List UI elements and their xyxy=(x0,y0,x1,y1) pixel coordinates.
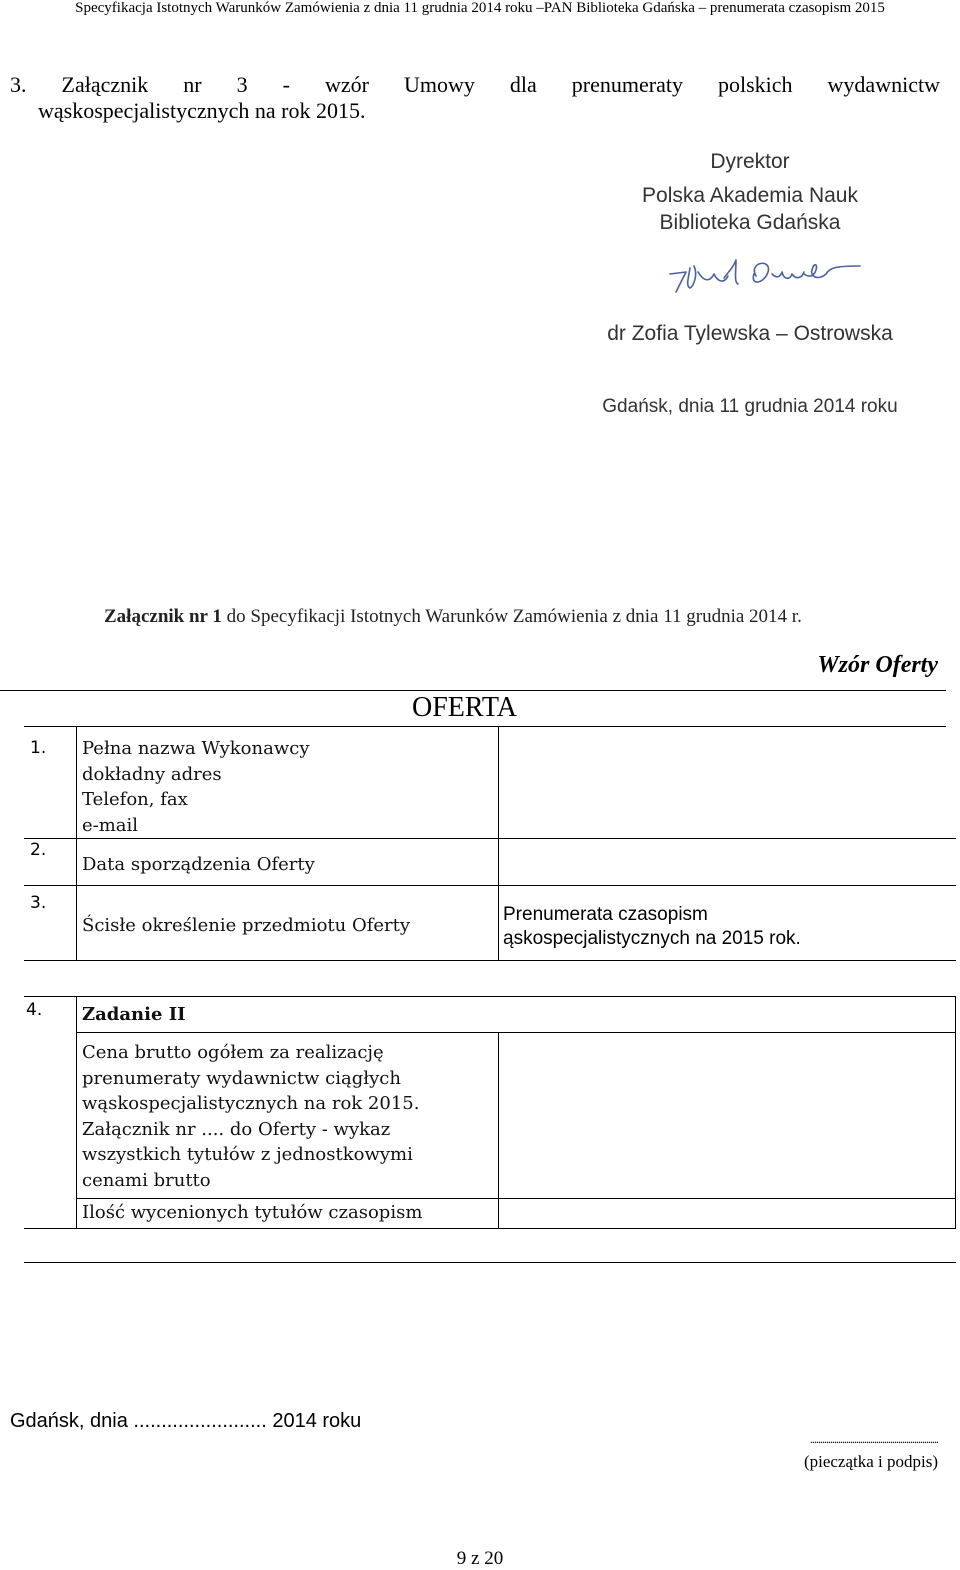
handwritten-signature xyxy=(664,252,864,300)
offer-date-label: Data sporządzenia Oferty xyxy=(82,854,315,875)
signatory-place-date: Gdańsk, dnia 11 grudnia 2014 roku xyxy=(602,396,898,417)
label-line: prenumeraty wydawnictw ciągłych xyxy=(82,1067,401,1089)
form-template-label: Wzór Oferty xyxy=(817,652,938,678)
table-rule xyxy=(24,1228,956,1229)
attachment-description: do Specyfikacji Istotnych Warunków Zamówienia z dnia 11 grudnia 2014 r. xyxy=(221,606,802,627)
row-number: 2. xyxy=(30,840,47,860)
heading-word: prenumeraty xyxy=(571,72,683,97)
section-heading-continued: wąskospecjalistycznych na rok 2015. xyxy=(38,98,366,123)
table-divider xyxy=(498,1032,499,1228)
table-rule xyxy=(24,996,956,997)
attachment-heading xyxy=(104,606,802,628)
signatory-role: Dyrektor xyxy=(710,150,790,173)
contractor-label xyxy=(82,736,310,838)
heading-word: wzór xyxy=(324,72,369,97)
label-line: e-mail xyxy=(82,814,139,836)
label-line: dokładny adres xyxy=(82,763,222,785)
section-heading xyxy=(10,72,940,98)
form-title: OFERTA xyxy=(412,692,517,723)
heading-word: dla xyxy=(509,72,537,97)
offer-subject-label: Ścisłe określenie przedmiotu Oferty xyxy=(82,915,411,936)
gross-price-label xyxy=(82,1040,419,1193)
heading-word: nr xyxy=(183,72,202,97)
offer-subject-value xyxy=(503,903,801,951)
table-rule xyxy=(76,1198,956,1199)
table-rule xyxy=(24,726,946,727)
table-divider xyxy=(76,996,77,1228)
table-rule xyxy=(24,960,956,961)
table-divider xyxy=(498,726,499,960)
form-top-rule xyxy=(0,690,946,691)
table-rule xyxy=(24,838,956,839)
table-rule xyxy=(24,885,956,886)
attachment-number: Załącznik nr 1 xyxy=(104,606,222,627)
signatory-name: dr Zofia Tylewska – Ostrowska xyxy=(607,322,893,345)
label-line: wszystkich tytułów z jednostkowymi xyxy=(82,1144,413,1165)
label-line: Pełna nazwa Wykonawcy xyxy=(82,738,310,759)
title-count-label: Ilość wycenionych tytułów czasopism xyxy=(82,1202,423,1223)
stamp-and-signature-label: (pieczątka i podpis) xyxy=(803,1452,938,1471)
label-line: wąskospecjalistycznych na rok 2015. xyxy=(82,1093,420,1114)
signature-dots: ................................................................ xyxy=(810,1432,938,1446)
value-line: Prenumerata czasopism xyxy=(503,904,708,925)
heading-word: wydawnictw xyxy=(827,72,940,97)
heading-word: Załącznik xyxy=(61,72,149,97)
row-number: 1. xyxy=(30,738,47,758)
table-divider xyxy=(76,726,77,960)
heading-word: 3. xyxy=(10,72,27,97)
label-line: Cena brutto ogółem za realizację xyxy=(82,1042,384,1063)
signatory-library: Biblioteka Gdańska xyxy=(659,211,841,234)
separator-rule xyxy=(24,1262,956,1263)
signatory-institution: Polska Akademia Nauk xyxy=(642,184,858,207)
heading-word: Umowy xyxy=(403,72,475,97)
page-number: 9 z 20 xyxy=(456,1548,504,1569)
task-title: Zadanie II xyxy=(82,1004,186,1025)
footer-place-date: Gdańsk, dnia ........................ 2014 roku xyxy=(10,1410,362,1432)
label-line: Załącznik nr .... do Oferty - wykaz xyxy=(82,1118,391,1140)
running-header: Specyfikacja Istotnych Warunków Zamówienia z dnia 11 grudnia 2014 roku –PAN Biblioteka Gdańska – prenumerata czasopism 2015 xyxy=(75,0,885,16)
heading-word: 3 xyxy=(236,72,248,97)
row-number: 4. xyxy=(26,1000,43,1020)
table-rule xyxy=(76,1032,956,1033)
heading-word: polskich xyxy=(717,72,793,97)
label-line: cenami brutto xyxy=(82,1169,211,1191)
table-divider xyxy=(955,996,956,1228)
value-line: ąskospecjalistycznych na 2015 rok. xyxy=(503,928,801,949)
heading-word: - xyxy=(282,72,290,97)
label-line: Telefon, fax xyxy=(82,789,188,810)
row-number: 3. xyxy=(30,893,47,913)
